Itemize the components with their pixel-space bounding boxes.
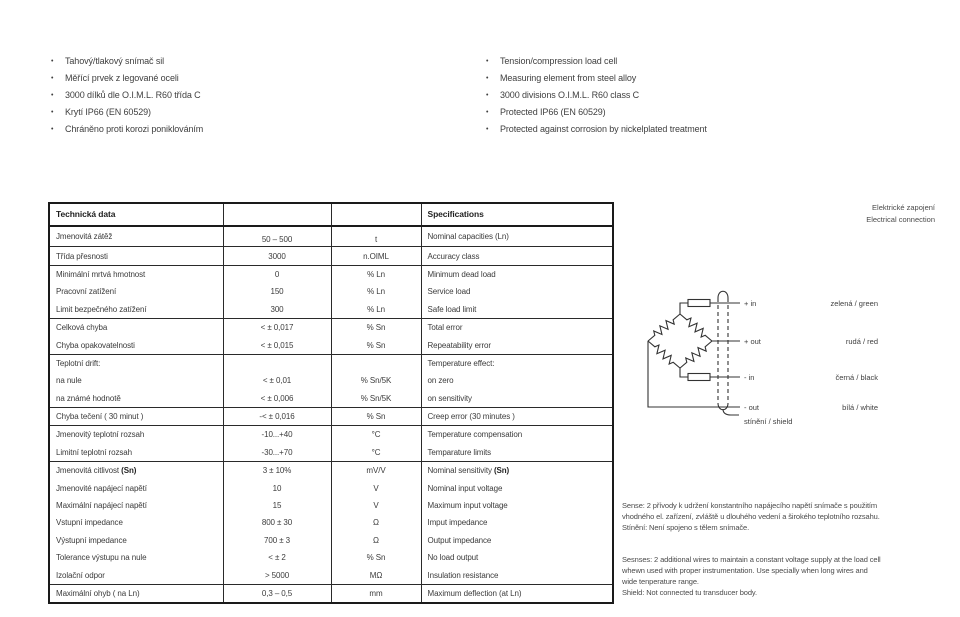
cell-cz: Vstupní impedance: [49, 514, 223, 531]
cell-en: Temperature compensation: [421, 426, 613, 444]
cell-en: Repeatability error: [421, 336, 613, 354]
cell-en: Nominal capacities (Ln): [421, 226, 613, 247]
terminal-label: + out: [744, 337, 761, 346]
sense-note-en: [622, 554, 932, 598]
cell-value: 10: [223, 479, 331, 496]
note-line: Sesnses: 2 additional wires to maintain a constant voltage supply at the load cell: [622, 555, 881, 564]
table-row: [49, 497, 613, 514]
wheatstone-bridge-diagram-icon: [620, 275, 750, 435]
cell-cz: Třída přesnosti: [49, 247, 223, 265]
cell-en: on zero: [421, 372, 613, 389]
bullet-icon: •: [51, 126, 54, 133]
cell-cz: Jmenovitá citlivost (Sn): [49, 462, 223, 480]
cell-cz: Maximální napájecí napětí: [49, 497, 223, 514]
cell-en: Output impedance: [421, 532, 613, 549]
wire-color-label: černá / black: [835, 373, 878, 382]
cell-unit: mm: [331, 584, 421, 603]
cell-value: [223, 354, 331, 372]
cell-en: Nominal sensitivity (Sn): [421, 462, 613, 480]
cell-unit: n.OIML: [331, 247, 421, 265]
cell-cz: Minimální mrtvá hmotnost: [49, 265, 223, 283]
list-item: [486, 53, 916, 70]
cell-en: Total error: [421, 318, 613, 336]
cell-en: Imput impedance: [421, 514, 613, 531]
cell-cz: Chyba opakovatelnosti: [49, 336, 223, 354]
list-item: [51, 53, 451, 70]
cell-en: Safe load limit: [421, 301, 613, 319]
list-item-text: Měřící prvek z legované oceli: [65, 73, 179, 83]
bullet-icon: •: [486, 126, 489, 133]
cell-unit: % Ln: [331, 283, 421, 300]
list-item-text: Protected against corrosion by nickelplated treatment: [500, 124, 707, 134]
table-row: [49, 390, 613, 408]
cell-en: Creep error (30 minutes ): [421, 407, 613, 425]
table-row: [49, 584, 613, 603]
cell-cz: na známé hodnotě: [49, 390, 223, 408]
cell-en: Accuracy class: [421, 247, 613, 265]
cell-unit: % Sn: [331, 318, 421, 336]
cell-unit: % Sn: [331, 336, 421, 354]
cell-en: Maximum deflection (at Ln): [421, 584, 613, 603]
terminal-label: - out: [744, 403, 760, 412]
table-header-cz: Technická data: [49, 203, 223, 226]
table-row: [49, 462, 613, 480]
list-item-text: Tahový/tlakový snímač sil: [65, 56, 165, 66]
cell-unit: Ω: [331, 532, 421, 549]
list-item-text: Protected IP66 (EN 60529): [500, 107, 606, 117]
cell-unit: % Sn: [331, 407, 421, 425]
cell-cz: Teplotní drift:: [49, 354, 223, 372]
cell-cz: Maximální ohyb ( na Ln): [49, 584, 223, 603]
table-row: [49, 514, 613, 531]
list-item-text: Tension/compression load cell: [500, 56, 618, 66]
list-item-text: Krytí IP66 (EN 60529): [65, 107, 151, 117]
cell-en: Minimum dead load: [421, 265, 613, 283]
bullet-icon: •: [486, 92, 489, 99]
cell-cz: Jmenovitá zátěž: [49, 226, 223, 247]
technical-data-table: [48, 202, 614, 604]
bullet-icon: •: [51, 92, 54, 99]
sense-note-cz: [622, 500, 932, 533]
feature-list-en: [486, 53, 916, 138]
list-item: [51, 70, 451, 87]
terminal-label: + in: [744, 299, 757, 308]
cell-en: Temparature limits: [421, 444, 613, 462]
cell-unit: °C: [331, 426, 421, 444]
cell-value: -< ± 0,016: [223, 407, 331, 425]
table-header-unit: [331, 203, 421, 226]
list-item: [51, 121, 451, 138]
cell-value: -30...+70: [223, 444, 331, 462]
list-item-text: Chráněno proti korozi poniklováním: [65, 124, 204, 134]
cell-cz: Tolerance výstupu na nule: [49, 549, 223, 566]
cell-unit: % Sn/5K: [331, 372, 421, 389]
list-item-text: 3000 dílků dle O.I.M.L. R60 třída C: [65, 90, 201, 100]
title-en: Electrical connection: [866, 215, 935, 224]
cell-value: 15: [223, 497, 331, 514]
cell-unit: % Ln: [331, 265, 421, 283]
table-header-en: Specifications: [421, 203, 613, 226]
cell-unit: V: [331, 497, 421, 514]
note-line: wide tenperature range.: [622, 577, 699, 586]
cell-value: 0,3 – 0,5: [223, 584, 331, 603]
terminal-label: - in: [744, 373, 755, 382]
wire-color-label: bílá / white: [842, 403, 878, 412]
bullet-icon: •: [486, 75, 489, 82]
cell-cz: Celková chyba: [49, 318, 223, 336]
cell-value: < ± 2: [223, 549, 331, 566]
table-row: [49, 532, 613, 549]
cell-en: Maximum input voltage: [421, 497, 613, 514]
list-item-text: 3000 divisions O.I.M.L. R60 class C: [500, 90, 640, 100]
wire-color-label: zelená / green: [830, 299, 878, 308]
cell-unit: t: [331, 226, 421, 247]
wire-color-label: rudá / red: [845, 337, 878, 346]
cell-en: Temperature effect:: [421, 354, 613, 372]
bullet-icon: •: [486, 109, 489, 116]
cell-value: 800 ± 30: [223, 514, 331, 531]
cell-unit: % Ln: [331, 301, 421, 319]
table-row: [49, 354, 613, 372]
table-row: [49, 479, 613, 496]
bullet-icon: •: [51, 109, 54, 116]
table-row: [49, 283, 613, 300]
cell-value: < ± 0,015: [223, 336, 331, 354]
table-row: [49, 426, 613, 444]
note-line: whewn used with proper instrumentation. Use specially when long wires and: [622, 566, 868, 575]
table-row: [49, 265, 613, 283]
table-row: [49, 444, 613, 462]
cell-value: 300: [223, 301, 331, 319]
bullet-icon: •: [486, 58, 489, 65]
cell-unit: MΩ: [331, 566, 421, 584]
bullet-icon: •: [51, 75, 54, 82]
cell-value: 0: [223, 265, 331, 283]
cell-value: < ± 0,01: [223, 372, 331, 389]
list-item: [486, 87, 916, 104]
cell-unit: % Sn/5K: [331, 390, 421, 408]
table-row: [49, 247, 613, 265]
list-item: [51, 87, 451, 104]
cell-value: 700 ± 3: [223, 532, 331, 549]
cell-unit: mV/V: [331, 462, 421, 480]
cell-cz: Izolační odpor: [49, 566, 223, 584]
cell-value: -10...+40: [223, 426, 331, 444]
cell-value: 150: [223, 283, 331, 300]
table-row: [49, 407, 613, 425]
note-line: Shield: Not connected tu transducer body.: [622, 588, 758, 597]
cell-value: 3000: [223, 247, 331, 265]
cell-cz: Limitní teplotní rozsah: [49, 444, 223, 462]
note-line: Stínění: Není spojeno s tělem snímače.: [622, 523, 750, 532]
table-header-value: [223, 203, 331, 226]
table-row: [49, 372, 613, 389]
table-row: [49, 226, 613, 247]
cell-en: Service load: [421, 283, 613, 300]
table-row: [49, 549, 613, 566]
cell-en: on sensitivity: [421, 390, 613, 408]
cell-cz: Chyba tečení ( 30 minut ): [49, 407, 223, 425]
feature-list-cz: [51, 53, 451, 138]
list-item: [486, 104, 916, 121]
title-cz: Elektrické zapojení: [872, 203, 935, 212]
cell-value: < ± 0,006: [223, 390, 331, 408]
cell-value: < ± 0,017: [223, 318, 331, 336]
electrical-connection-title: [866, 202, 935, 226]
table-header-row: [49, 203, 613, 226]
table-row: [49, 318, 613, 336]
cell-unit: % Sn: [331, 549, 421, 566]
shield-label: stínění / shield: [744, 417, 793, 426]
cell-cz: Jmenovitý teplotní rozsah: [49, 426, 223, 444]
cell-cz: Limit bezpečného zatížení: [49, 301, 223, 319]
cell-unit: °C: [331, 444, 421, 462]
note-line: vhodného el. zařízení, zvláště u dlouhého vedení a širokého teplotního rozsahu.: [622, 512, 880, 521]
bullet-icon: •: [51, 58, 54, 65]
cell-value: 3 ± 10%: [223, 462, 331, 480]
cell-value: > 5000: [223, 566, 331, 584]
cell-unit: Ω: [331, 514, 421, 531]
cell-unit: V: [331, 479, 421, 496]
cell-cz: Pracovní zatížení: [49, 283, 223, 300]
list-item-text: Measuring element from steel alloy: [500, 73, 637, 83]
note-line: Sense: 2 přívody k udržení konstantního napájecího napětí snímače s použitím: [622, 501, 878, 510]
cell-cz: Jmenovité napájecí napětí: [49, 479, 223, 496]
cell-en: No load output: [421, 549, 613, 566]
list-item: [486, 121, 916, 138]
cell-en: Insulation resistance: [421, 566, 613, 584]
cell-cz: na nule: [49, 372, 223, 389]
table-row: [49, 336, 613, 354]
cell-cz: Výstupní impedance: [49, 532, 223, 549]
table-row: [49, 566, 613, 584]
cell-en: Nominal input voltage: [421, 479, 613, 496]
cell-unit: [331, 354, 421, 372]
list-item: [486, 70, 916, 87]
cell-value: 50 – 500: [223, 226, 331, 247]
table-row: [49, 301, 613, 319]
list-item: [51, 104, 451, 121]
